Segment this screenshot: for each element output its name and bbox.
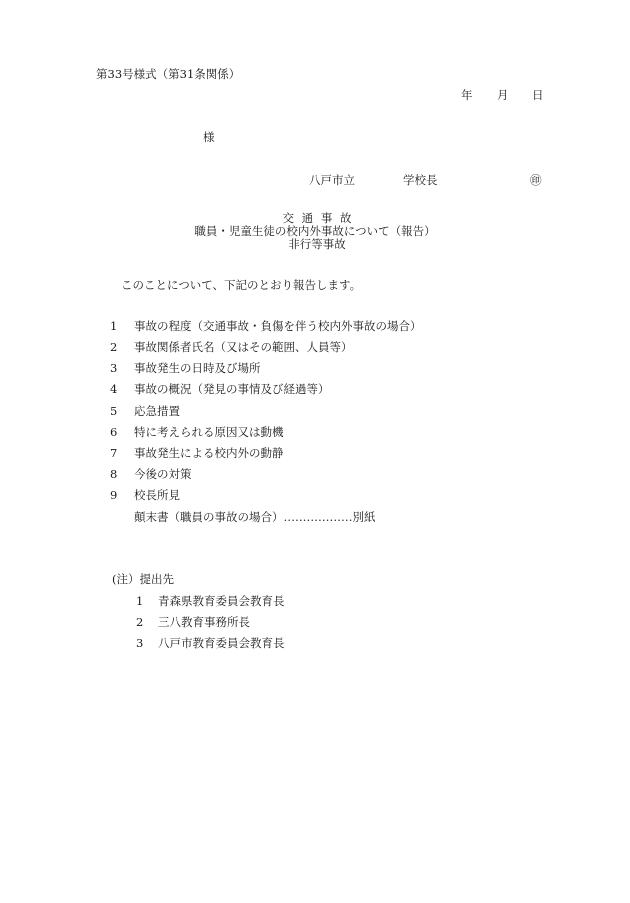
list-item [110,341,353,354]
date-day-label: 日 [532,88,544,102]
item-text: 事故発生による校内外の動静 [134,446,284,460]
list-item [110,405,180,418]
item-text: 応急措置 [134,404,180,418]
list-item [110,362,261,375]
form-number: 第33号様式（第31条関係） [96,67,241,81]
item-text: 校長所見 [134,488,180,502]
issuer-title: 学校長 [403,173,438,187]
submission-recipient [136,595,285,608]
date-year-label: 年 [461,88,473,102]
item-number: 5 [110,404,118,418]
intro-text: このことについて、下記のとおり報告します。 [121,278,362,292]
item-number: 7 [110,446,118,460]
recipient-number: 3 [136,636,144,650]
attachment-note: 顛末書（職員の事故の場合）………………別紙 [134,510,376,524]
seal-mark: ㊞ [530,173,542,187]
item-text: 特に考えられる原因又は動機 [134,425,284,439]
recipient-text: 三八教育事務所長 [158,615,250,629]
item-text: 今後の対策 [134,467,192,481]
notes-header: (注）提出先 [112,572,174,586]
recipient-number: 1 [136,594,144,608]
list-item [110,426,284,439]
item-text: 事故の程度（交通事故・負傷を伴う校内外事故の場合） [134,319,422,333]
item-text: 事故発生の日時及び場所 [134,361,261,375]
item-number: 3 [110,361,118,375]
item-text: 事故関係者氏名（又はその範囲、人員等） [134,340,353,354]
item-number: 1 [110,319,118,333]
item-number: 6 [110,425,118,439]
issuer-city: 八戸市立 [309,173,355,187]
list-item [110,447,284,460]
date-month-label: 月 [497,88,509,102]
list-item [110,489,180,502]
recipient-honorific: 様 [203,130,215,144]
recipient-text: 青森県教育委員会教育長 [158,594,285,608]
item-number: 4 [110,382,118,396]
list-item [110,320,422,333]
item-number: 2 [110,340,118,354]
list-item [110,383,330,396]
item-number: 9 [110,488,118,502]
item-text: 事故の概況（発見の事情及び経過等） [134,382,330,396]
recipient-number: 2 [136,615,144,629]
submission-recipient [136,616,250,629]
item-number: 8 [110,467,118,481]
list-item [110,468,192,481]
title-line-delinquency: 非行等事故 [288,237,346,251]
submission-recipient [136,637,285,650]
title-line-main: 職員・児童生徒の校内外事故について（報告） [194,224,436,238]
recipient-text: 八戸市教育委員会教育長 [158,636,285,650]
title-line-traffic-accident: 交 通 事 故 [282,211,354,225]
